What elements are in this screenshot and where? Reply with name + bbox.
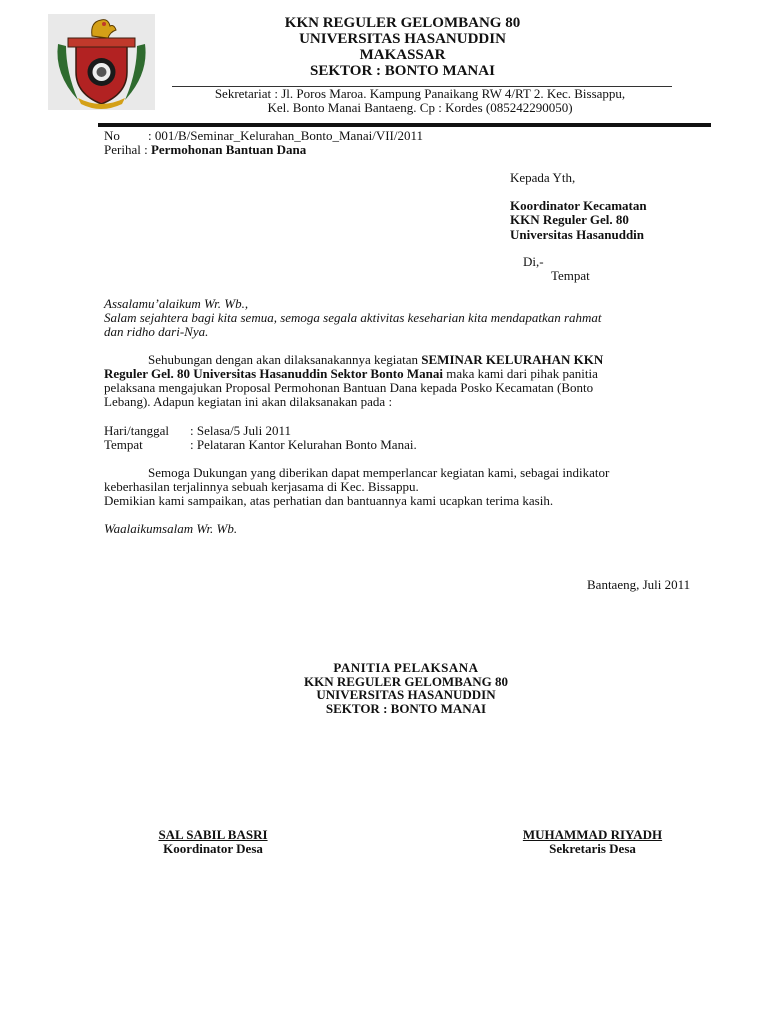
- paragraph-1-line-3: pelaksana mengajukan Proposal Permohonan Bantuan Dana kepada Posko Kecamatan (Bonto: [104, 380, 594, 395]
- signature-right-role: Sekretaris Desa: [549, 841, 636, 856]
- paragraph-1-line-4: Lebang). Adapun kegiatan ini akan dilaksanakan pada :: [104, 394, 393, 409]
- paragraph-1-text-2: maka kami dari pihak panitia: [443, 366, 598, 381]
- paragraph-2-line-1: Semoga Dukungan yang diberikan dapat memperlancar kegiatan kami, sebagai indikator: [148, 465, 610, 480]
- schedule-place-label: Tempat: [104, 437, 143, 452]
- place-date: Bantaeng, Juli 2011: [587, 577, 691, 592]
- recipient-line-2: KKN Reguler Gel. 80: [510, 212, 629, 227]
- paragraph-2-line-2: keberhasilan terjalinnya sebuah kerjasama di Kec. Bissappu.: [104, 479, 419, 494]
- signature-left-role: Koordinator Desa: [163, 841, 263, 856]
- paragraph-1-text-1: Sehubungan dengan akan dilaksanakannya kegiatan: [148, 352, 422, 367]
- number-label: No: [104, 128, 120, 143]
- header-rule: [98, 123, 711, 127]
- opening-salam: Assalamu’alaikum Wr. Wb.,: [104, 296, 249, 311]
- recipient-di: Di,-: [523, 254, 544, 269]
- recipient-line-3: Universitas Hasanuddin: [510, 227, 645, 242]
- number-value: : 001/B/Seminar_Kelurahan_Bonto_Manai/VII/2011: [148, 128, 423, 143]
- letter-subject: [104, 143, 306, 157]
- signature-right-name: MUHAMMAD RIYADH: [522, 827, 663, 842]
- committee-line-1: PANITIA PELAKSANA: [333, 660, 479, 675]
- schedule-date: [104, 424, 291, 438]
- signature-left-name: SAL SABIL BASRI: [158, 827, 268, 842]
- committee-line-3: UNIVERSITAS HASANUDDIN: [316, 687, 496, 702]
- schedule-place-value: : Pelataran Kantor Kelurahan Bonto Manai.: [190, 437, 417, 452]
- committee-line-4: SEKTOR : BONTO MANAI: [325, 701, 487, 716]
- schedule-date-value: : Selasa/5 Juli 2011: [190, 423, 291, 438]
- recipient-place: Tempat: [551, 268, 590, 283]
- committee-line-2: KKN REGULER GELOMBANG 80: [303, 674, 509, 689]
- paragraph-1-bold-2: Reguler Gel. 80 Universitas Hasanuddin Sektor Bonto Manai: [104, 366, 443, 381]
- letterhead-line-4: SEKTOR : BONTO MANAI: [310, 63, 495, 79]
- university-emblem-icon: [48, 14, 155, 110]
- opening-line-2: dan ridho dari-Nya.: [104, 324, 209, 339]
- address-line-1: Sekretariat : Jl. Poros Maroa. Kampung Panaikang RW 4/RT 2. Kec. Bissappu,: [214, 86, 626, 101]
- address-line-2: Kel. Bonto Manai Bantaeng. Cp : Kordes (085242290050): [267, 100, 573, 115]
- letterhead-line-1: KKN REGULER GELOMBANG 80: [284, 15, 521, 31]
- letterhead-line-2: UNIVERSITAS HASANUDDIN: [299, 31, 506, 47]
- closing-salam: Waalaikumsalam Wr. Wb.: [104, 521, 238, 536]
- letter-number: [104, 129, 423, 143]
- paragraph-1-line-1: [104, 353, 716, 367]
- letterhead-line-3: MAKASSAR: [359, 47, 446, 63]
- schedule-place: [104, 438, 417, 452]
- schedule-date-label: Hari/tanggal: [104, 423, 169, 438]
- paragraph-2-line-3: Demikian kami sampaikan, atas perhatian dan bantuannya kami ucapkan terima kasih.: [104, 493, 554, 508]
- paragraph-1-bold-1: SEMINAR KELURAHAN KKN: [421, 352, 604, 367]
- subject-label: Perihal :: [104, 142, 148, 157]
- paragraph-1-line-2: [104, 367, 716, 381]
- opening-line-1: Salam sejahtera bagi kita semua, semoga segala aktivitas keseharian kita mendapatkan rahmat: [104, 310, 602, 325]
- subject-value: Permohonan Bantuan Dana: [150, 142, 307, 157]
- recipient-line-1: Koordinator Kecamatan: [510, 198, 647, 213]
- recipient-greeting: Kepada Yth,: [510, 170, 576, 185]
- paragraph-1: [104, 353, 716, 409]
